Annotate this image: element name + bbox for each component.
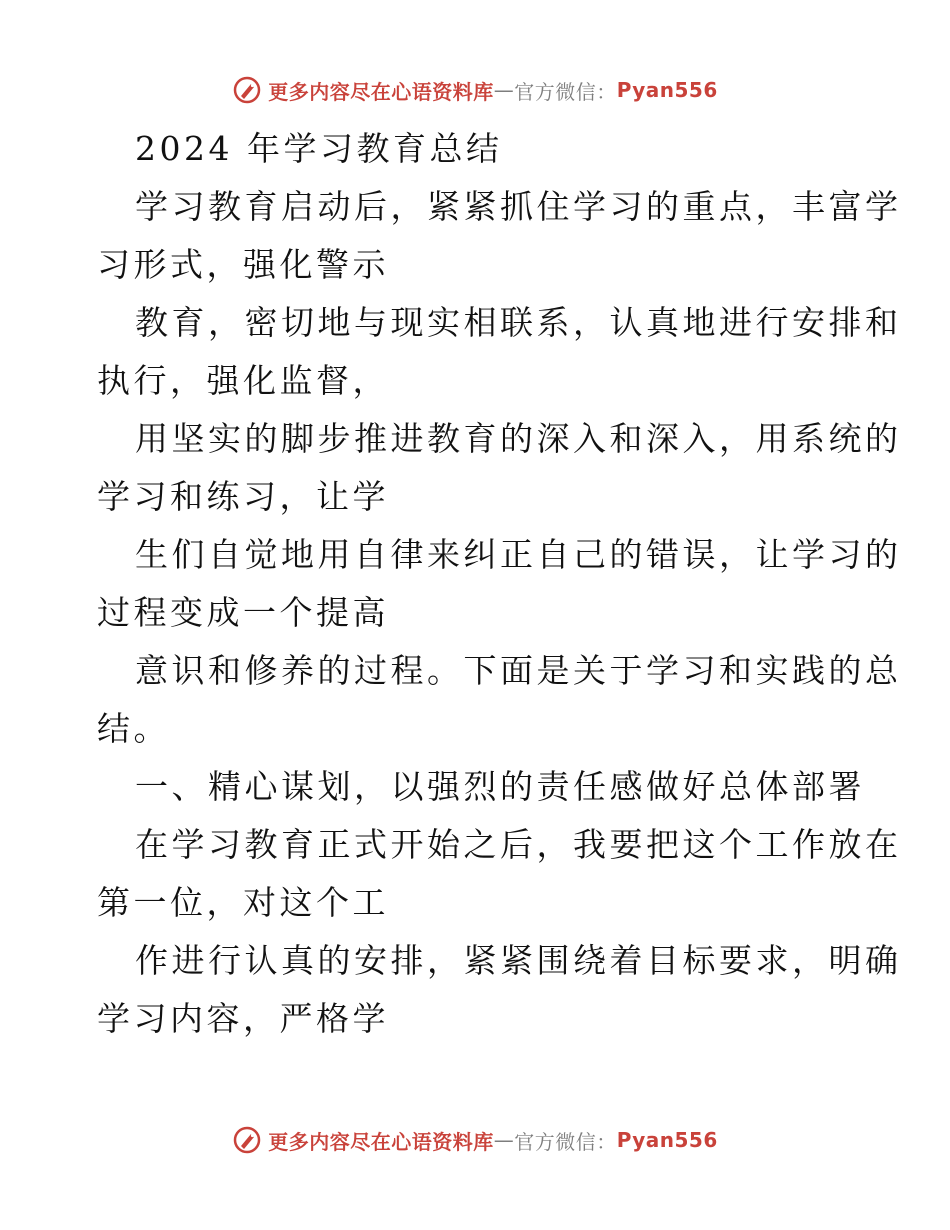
watermark-footer xyxy=(0,1120,950,1160)
paragraph-line: 用坚实的脚步推进教育的深入和深入，用系统的 xyxy=(135,419,902,458)
paragraph-line: 学习内容，严格学 xyxy=(97,999,389,1038)
paragraph-line: 第一位，对这个工 xyxy=(97,883,389,922)
pen-nib-logo-icon xyxy=(232,1125,262,1155)
section-heading: 一、精心谋划，以强烈的责任感做好总体部署 xyxy=(135,767,865,806)
pen-nib-logo-icon xyxy=(232,75,262,105)
paragraph-line: 结。 xyxy=(97,709,170,748)
watermark-wechat-label: 官方微信： xyxy=(514,1129,617,1154)
watermark-wechat-label: 官方微信： xyxy=(514,79,617,104)
paragraph-line: 作进行认真的安排，紧紧围绕着目标要求，明确 xyxy=(135,941,902,980)
watermark-main-text: 更多内容尽在心语资料库 xyxy=(268,1129,494,1154)
document-body xyxy=(97,120,902,1048)
paragraph-line: 意识和修养的过程。下面是关于学习和实践的总 xyxy=(135,651,902,690)
paragraph-line: 习形式，强化警示 xyxy=(97,245,389,284)
paragraph-line: 学习和练习，让学 xyxy=(97,477,389,516)
paragraph-line: 教育，密切地与现实相联系，认真地进行安排和 xyxy=(135,303,902,342)
paragraph-line: 过程变成一个提高 xyxy=(97,593,389,632)
watermark-wechat-id: Pyan556 xyxy=(616,1128,718,1152)
watermark-header xyxy=(0,70,950,110)
watermark-dash: — xyxy=(493,1128,515,1152)
watermark-wechat-id: Pyan556 xyxy=(616,78,718,102)
paragraph-line: 学习教育启动后，紧紧抓住学习的重点，丰富学 xyxy=(135,187,902,226)
watermark-main-text: 更多内容尽在心语资料库 xyxy=(268,79,494,104)
paragraph-line: 生们自觉地用自律来纠正自己的错误，让学习的 xyxy=(135,535,902,574)
paragraph-line: 执行，强化监督， xyxy=(97,361,389,400)
watermark-dash: — xyxy=(493,78,515,102)
paragraph-line: 在学习教育正式开始之后，我要把这个工作放在 xyxy=(135,825,902,864)
document-title: 2024 年学习教育总结 xyxy=(135,129,503,168)
